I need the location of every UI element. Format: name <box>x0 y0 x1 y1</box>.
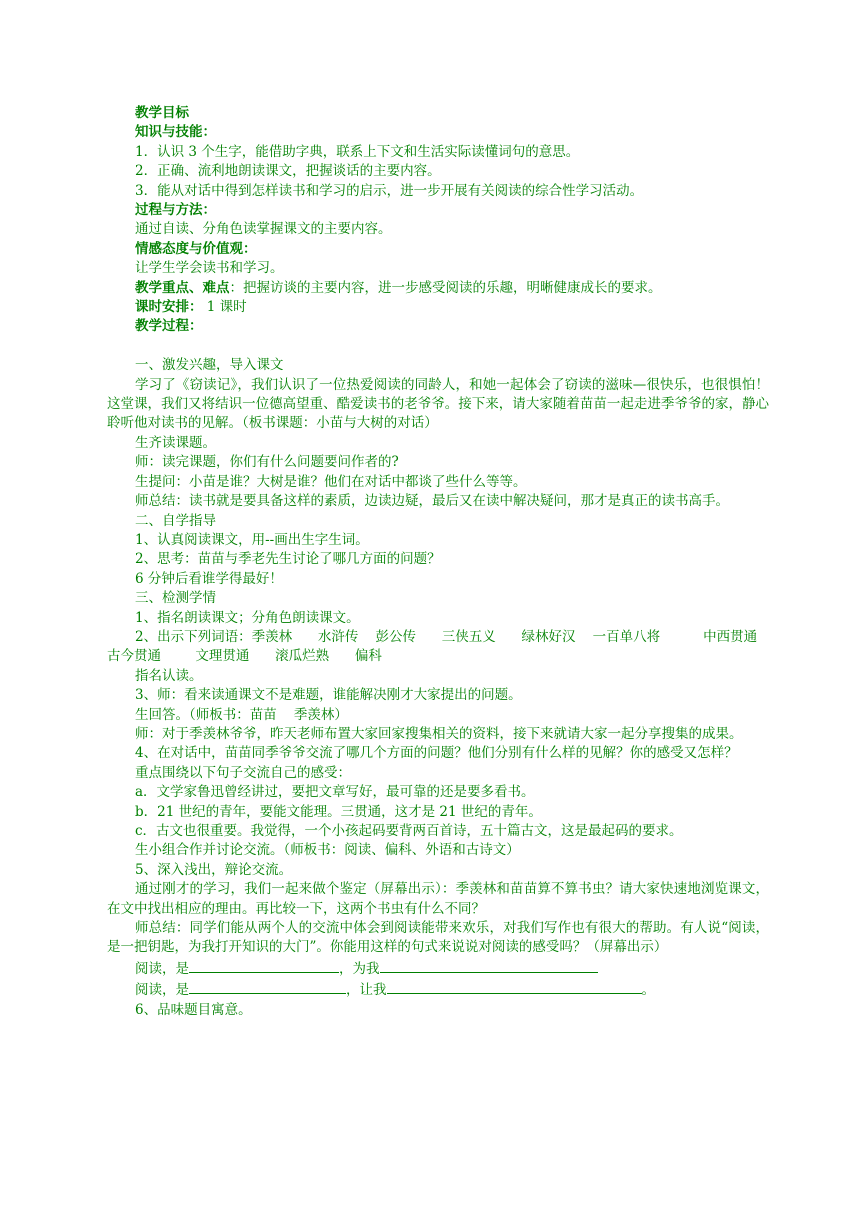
key-points-text: ：把握访谈的主要内容，进一步感受阅读的乐趣，明晰健康成长的要求。 <box>229 279 662 296</box>
heading-teaching-goals: 教学目标 <box>135 105 189 121</box>
paragraph: 2、思考：苗苗与季老先生讨论了哪几方面的问题？ <box>135 551 441 568</box>
paragraph: 通过刚才的学习，我们一起来做个鉴定（屏幕出示）：季羡林和苗苗算不算书虫？请大家快速地浏览课文，在文中找出相应的理由。再比较一下，这两个书虫有什么不同？ <box>107 881 769 917</box>
process-text: 通过自读、分角色读掌握课文的主要内容。 <box>135 221 392 238</box>
paragraph: 生齐读课题。 <box>135 434 216 451</box>
section-1-title: 一、激发兴趣，导入课文 <box>135 357 284 374</box>
schedule-line <box>107 298 769 317</box>
paragraph: 师总结：读书就是要具备这样的素质，边读边疑，最后又在读中解决疑问，那才是真正的读书高手。 <box>135 493 729 510</box>
paragraph: 1、认真阅读课文，用--画出生字生词。 <box>135 531 369 548</box>
paragraph: 师：读完课题，你们有什么问题要问作者的? <box>135 454 399 471</box>
paragraph: 生小组合作并讨论交流。（师板书：阅读、偏科、外语和古诗文） <box>135 842 520 859</box>
paragraph: 学习了《窃读记》，我们认识了一位热爱阅读的同龄人，和她一起体会了窃读的滋味—很快乐，也很惧怕！这堂课，我们又将结识一位德高望重、酷爱读书的老爷爷。接下来，请大家随着苗苗一起走进季爷爷的家，静心聆听他对读书的见解。（板书课题：小苗与大树的对话） <box>107 376 769 432</box>
goal-item-1: 1．认识 3 个生字，能借助字典，联系上下文和生活实际读懂词句的意思。 <box>135 143 580 160</box>
blank-line <box>107 337 769 356</box>
goal-item-2: 2．正确、流利地朗读课文，把握谈话的主要内容。 <box>135 163 441 180</box>
blank-underline <box>189 958 339 973</box>
paragraph: 6、品味题目寓意。 <box>135 1001 252 1018</box>
paragraph: 6 分钟后看谁学得最好！ <box>135 570 283 587</box>
fill-text: 阅读，是 <box>135 982 189 999</box>
paragraph: 4、在对话中，苗苗同季爷爷交流了哪几个方面的问题？他们分别有什么样的见解？你的感受又怎样？ <box>135 745 738 762</box>
paragraph: 1、指名朗读课文；分角色朗读课文。 <box>135 609 360 626</box>
fill-in-line-2 <box>107 979 769 1000</box>
paragraph: 重点围绕以下句子交流自己的感受： <box>135 764 351 781</box>
paragraph: 5、深入浅出，辩论交流。 <box>135 861 293 878</box>
quote-b: b．21 世纪的青年，要能文能理。三贯通，这才是 21 世纪的青年。 <box>135 803 542 820</box>
heading-schedule: 课时安排： <box>135 299 203 316</box>
key-points-line <box>107 279 769 298</box>
paragraph: 师总结：同学们能从两个人的交流中体会到阅读能带来欢乐，对我们写作也有很大的帮助。有人说“阅读，是一把钥匙，为我打开知识的大门”。你能用这样的句式来说说对阅读的感受吗？（屏幕出示） <box>107 920 769 956</box>
emotion-text: 让学生学会读书和学习。 <box>135 260 284 277</box>
fill-text: 。 <box>641 982 655 999</box>
heading-key-points: 教学重点、难点 <box>135 279 230 296</box>
quote-c: c．古文也很重要。我觉得，一个小孩起码要背两百首诗，五十篇古文，这是最起码的要求。 <box>135 823 683 840</box>
lesson-plan-text <box>107 104 775 1020</box>
blank-underline <box>380 958 598 973</box>
section-2-title: 二、自学指导 <box>135 512 216 529</box>
heading-knowledge-skills: 知识与技能： <box>135 124 216 141</box>
fill-text: 阅读，是 <box>135 960 189 977</box>
heading-emotion-values: 情感态度与价值观： <box>135 240 257 257</box>
blank-underline <box>387 979 642 994</box>
paragraph: 生回答。（师板书：苗苗 季羡林） <box>135 706 348 723</box>
paragraph: 生提问：小苗是谁？大树是谁？他们在对话中都谈了些什么等等。 <box>135 473 527 490</box>
paragraph: 3、师：看来读通课文不是难题，谁能解决刚才大家提出的问题。 <box>135 687 522 704</box>
paragraph: 师：对于季羡林爷爷，昨天老师布置大家回家搜集相关的资料，接下来就请大家一起分享搜集的成果。 <box>135 725 743 742</box>
quote-a: a．文学家鲁迅曾经讲过，要把文章写好，最可靠的还是要多看书。 <box>135 784 535 801</box>
vocabulary-list: 2、出示下列词语：季羡林 水浒传 彭公传 三侠五义 绿林好汉 一百单八将 中西贯通 古今贯通 文理贯通 滚瓜烂熟 偏科 <box>107 628 775 665</box>
fill-text: ，让我 <box>346 982 387 999</box>
fill-in-line-1 <box>107 958 769 979</box>
section-3-title: 三、检测学情 <box>135 590 216 607</box>
schedule-text: 1 课时 <box>202 299 247 316</box>
heading-teaching-process: 教学过程： <box>135 318 203 335</box>
heading-process-method: 过程与方法： <box>135 202 216 219</box>
paragraph: 指名认读。 <box>135 667 203 684</box>
blank-underline <box>189 979 346 994</box>
fill-text: ，为我 <box>339 960 380 977</box>
goal-item-3: 3．能从对话中得到怎样读书和学习的启示，进一步开展有关阅读的综合性学习活动。 <box>135 182 644 199</box>
